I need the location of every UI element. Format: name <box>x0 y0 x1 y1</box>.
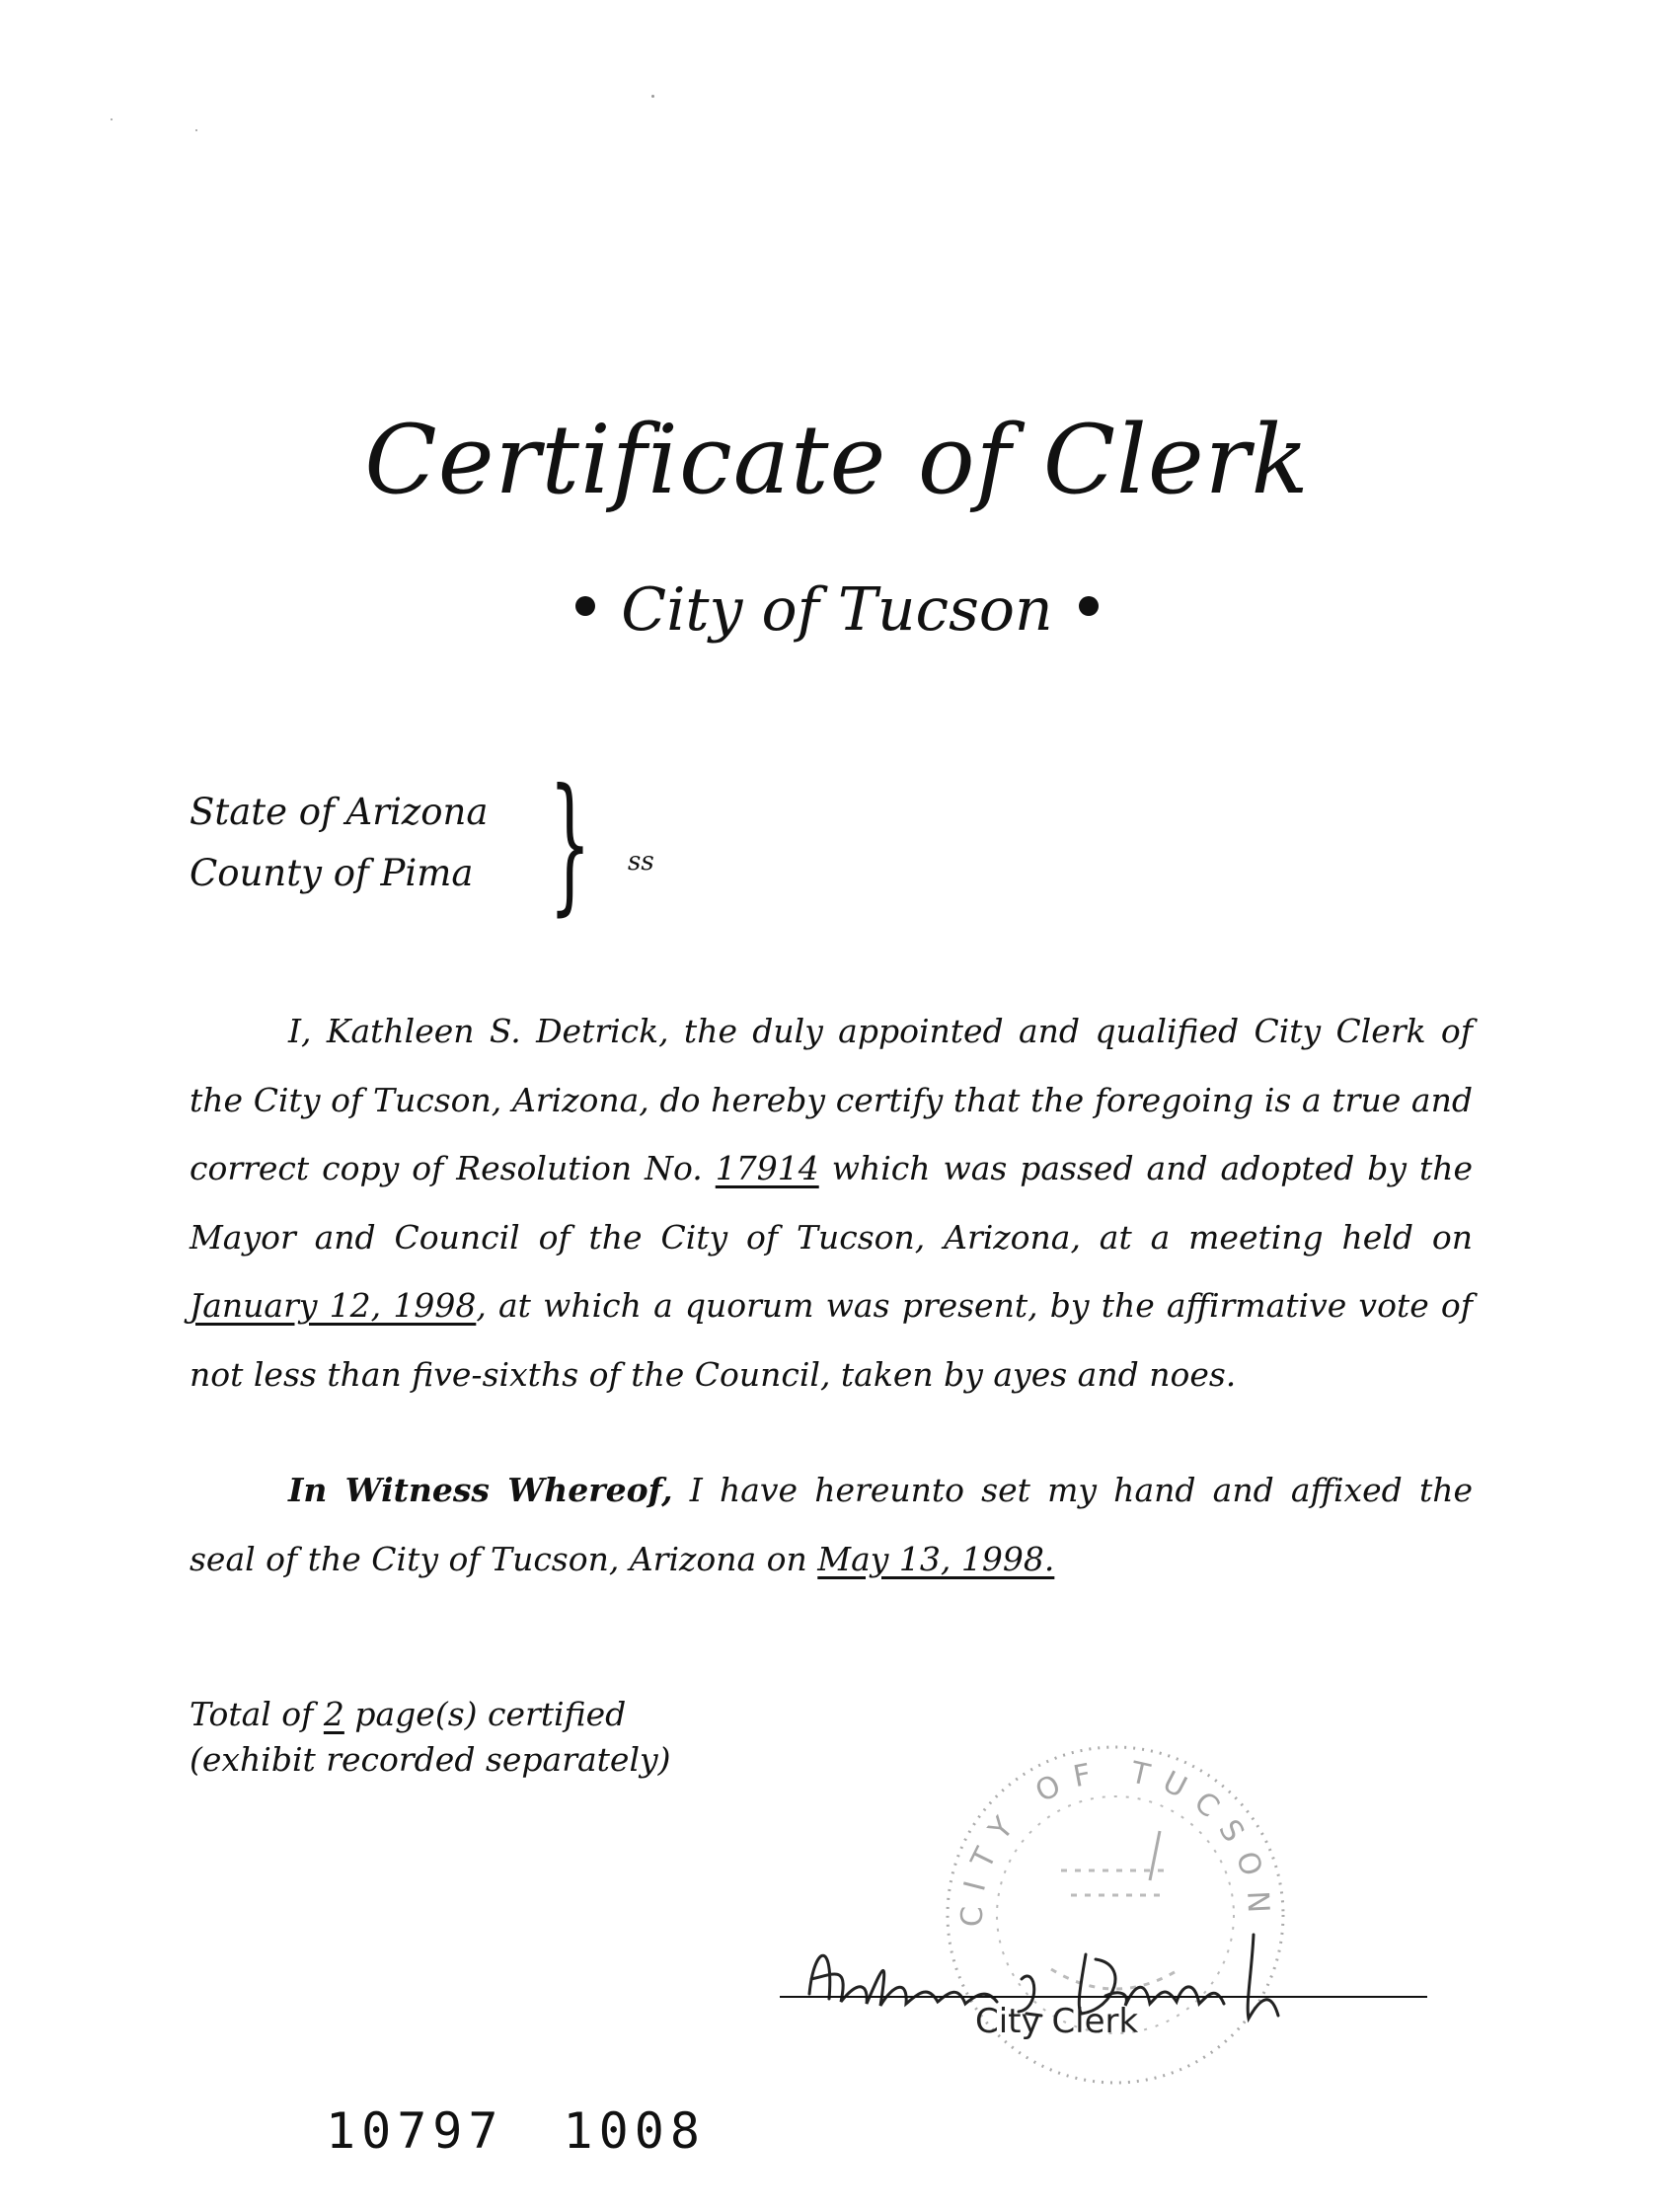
document-number-part1: 10797 <box>326 2102 504 2160</box>
certification-text: I, Kathleen S. Detrick, the duly appointed and qualified City Clerk of the City of Tucson, Arizona, do hereby certify that the foregoing is a true and correct copy of Resolution No. <box>190 1012 1473 1187</box>
exhibit-note: (exhibit recorded separately) <box>190 1740 671 1779</box>
pages-prefix: Total of <box>190 1695 324 1733</box>
pages-certified <box>190 1692 671 1783</box>
witness-lead: In Witness Whereof, <box>288 1471 673 1509</box>
svg-text:CITY OF TUCSON <box>954 1755 1275 1928</box>
scan-speck <box>195 129 197 131</box>
scan-speck <box>651 95 654 98</box>
bullet-icon <box>575 596 595 616</box>
venue-block <box>190 782 488 904</box>
seal-text: CITY OF TUCSON <box>954 1754 1276 1928</box>
resolution-number: 17914 <box>715 1149 819 1187</box>
brace-icon: } <box>549 758 591 930</box>
pages-certified-line <box>190 1692 671 1737</box>
signature-caption: City Clerk <box>975 2002 1139 2041</box>
venue-state: State of Arizona <box>190 791 489 833</box>
document-number-part2: 1008 <box>563 2102 706 2160</box>
venue-county: County of Pima <box>190 852 474 894</box>
certification-text: which was passed and adopted by the Mayor and Council of the City of Tucson, Arizona, at a meeting held on <box>190 1149 1473 1257</box>
certification-paragraph <box>190 997 1473 1409</box>
certification-text: , at which a quorum was present, by the affirmative vote of not less than five-sixths of the Council, taken by ayes and noes. <box>190 1286 1473 1394</box>
subtitle-text: City of Tucson <box>621 575 1053 645</box>
scan-speck <box>111 118 113 120</box>
pages-suffix: page(s) certified <box>343 1695 627 1733</box>
witness-paragraph <box>190 1456 1473 1593</box>
document-number <box>326 2102 706 2160</box>
venue-ss: ss <box>628 847 654 877</box>
witness-text: I have hereunto set my hand and affixed the seal of the City of Tucson, Arizona on <box>190 1471 1473 1578</box>
bullet-icon <box>1079 596 1099 616</box>
subtitle <box>0 575 1674 645</box>
page-title: Certificate of Clerk <box>364 405 1310 515</box>
witness-date: May 13, 1998. <box>817 1539 1055 1578</box>
pages-count: 2 <box>323 1695 344 1733</box>
meeting-date: January 12, 1998 <box>190 1286 477 1325</box>
city-seal <box>923 1722 1308 2107</box>
signature-line <box>780 1996 1427 1998</box>
